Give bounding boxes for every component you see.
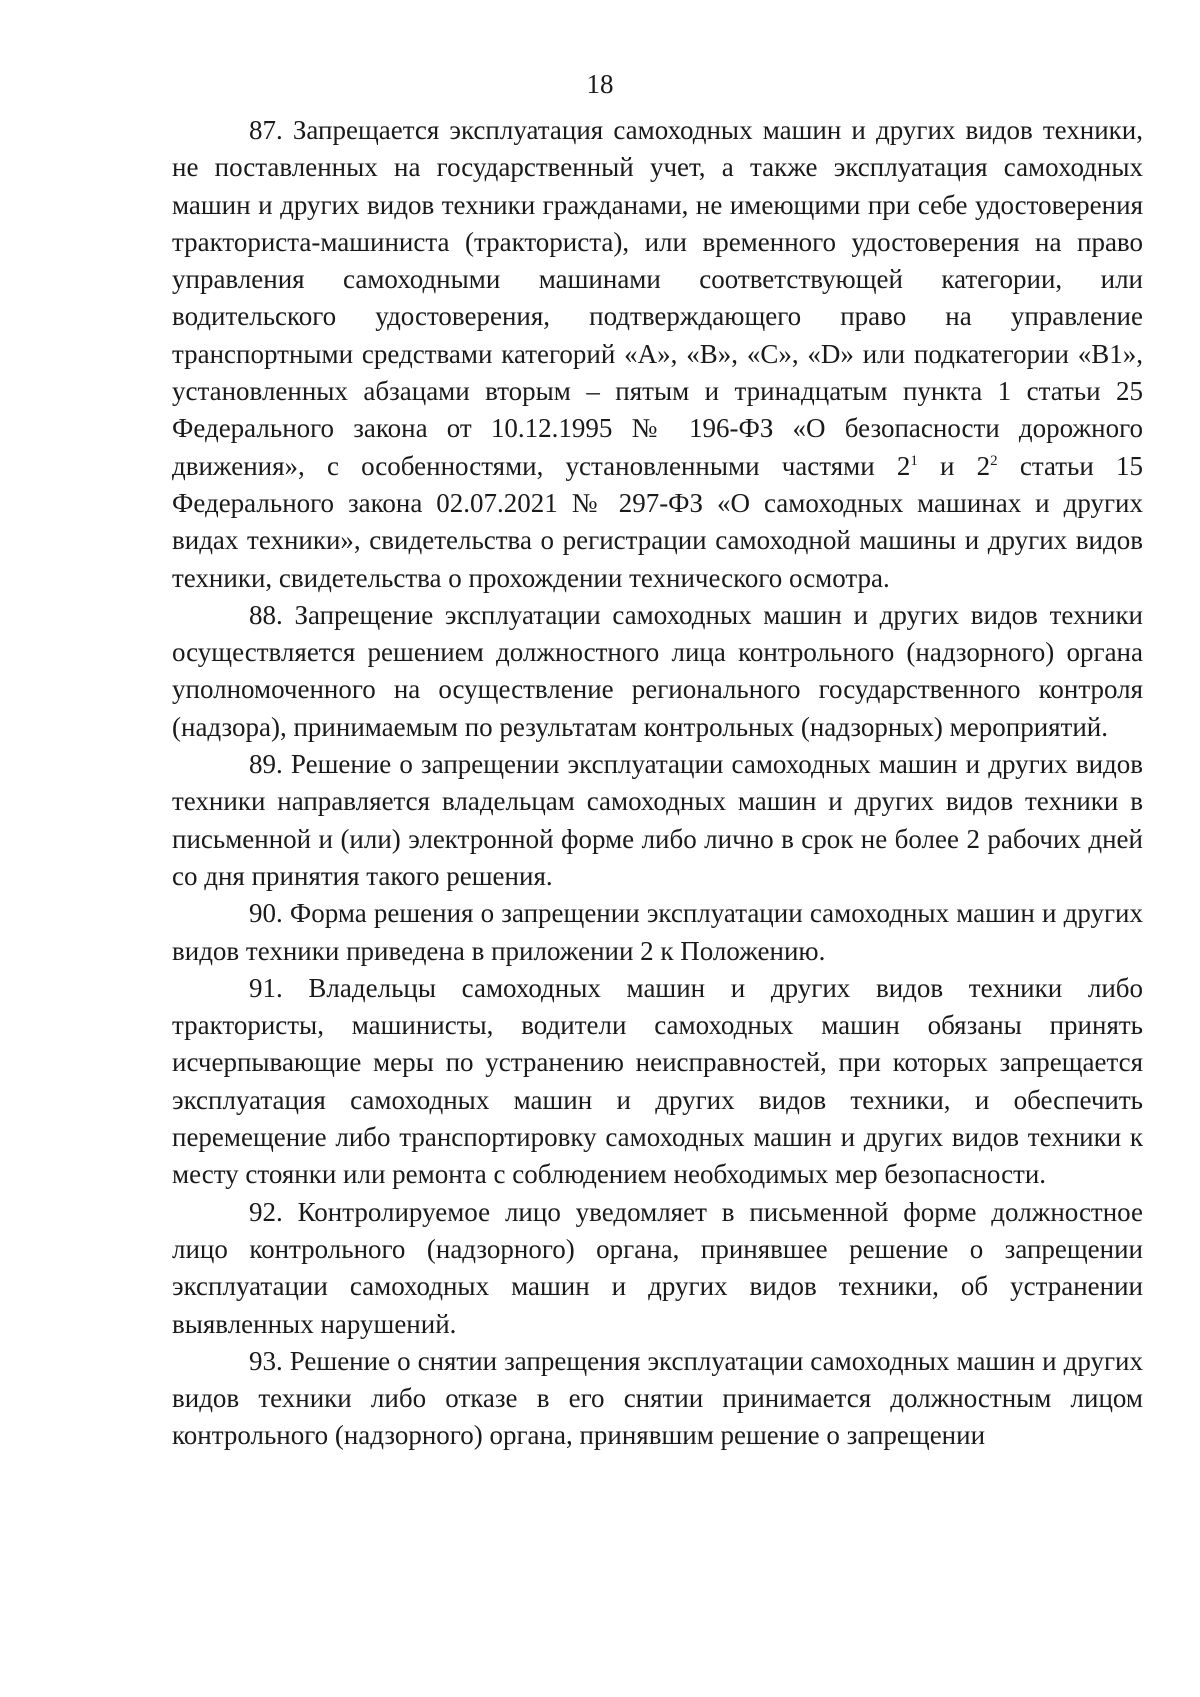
paragraph-text: Запрещается эксплуатация самоходных машин и других видов техники, не поставленных на государственный учет, а также эксплуатация самоходных машин и других видов техники гражданами, не имеющими при себе удостоверения тракториста-машиниста (тракториста), или временного удостоверения на право управления самоходными машинами соответствующей категории, или водительского удостоверения, подтверждающего право на управление транспортными средствами категорий «A», «B», «C», «D» или подкатегории «B1», установленных абзацами вторым – пятым и тринадцатым пункта 1 статьи 25 Федерального закона от 10.12.1995 № 196-ФЗ «О безопасности дорожного движения», с особенностями, установленными частями 2 — [172, 115, 1143, 481]
paragraph-88 — [172, 597, 1143, 746]
paragraph-90 — [172, 895, 1143, 970]
superscript: 1 — [910, 452, 918, 469]
paragraph-text: Форма решения о запрещении эксплуатации самоходных машин и других видов техники приведена в приложении 2 к Положению. — [172, 898, 1143, 966]
paragraph-text: Контролируемое лицо уведомляет в письменной форме должностное лицо контрольного (надзорного) органа, принявшее решение о запрещении эксплуатации самоходных машин и других видов техники, об устранении выявленных нарушений. — [172, 1196, 1143, 1339]
paragraph-93 — [172, 1343, 1143, 1455]
page-number: 18 — [586, 69, 614, 99]
superscript: 2 — [990, 452, 998, 469]
document-body — [172, 112, 1143, 1455]
paragraph-number: 93. — [249, 1345, 283, 1376]
paragraph-number: 87. — [249, 115, 283, 145]
paragraph-92 — [172, 1194, 1143, 1343]
paragraph-91 — [172, 970, 1143, 1194]
paragraph-87 — [172, 112, 1143, 597]
paragraph-text: Решение о запрещении эксплуатации самоходных машин и других видов техники направляется владельцам самоходных машин и других видов техники в письменной и (или) электронной форме либо лично в срок не более 2 рабочих дней со дня принятия такого решения. — [172, 749, 1144, 891]
paragraph-number: 88. — [249, 599, 283, 630]
paragraph-text: Запрещение эксплуатации самоходных машин и других видов техники осуществляется решением должностного лица контрольного (надзорного) органа уполномоченного на осуществление регионального государственного контроля (надзора), принимаемым по результатам контрольных (надзорных) мероприятий. — [172, 599, 1144, 742]
paragraph-text: Владельцы самоходных машин и других видов техники либо трактористы, машинисты, водители самоходных машин обязаны принять исчерпывающие меры по устранению неисправностей, при которых запрещается эксплуатация самоходных машин и других видов техники, и обеспечить перемещение либо транспортировку самоходных машин и других видов техники к месту стоянки или ремонта с соблюдением необходимых мер безопасности. — [172, 972, 1144, 1190]
paragraph-number: 92. — [249, 1196, 283, 1227]
paragraph-number: 91. — [249, 972, 283, 1003]
paragraph-number: 90. — [249, 898, 283, 929]
paragraph-text-mid: и 2 — [917, 450, 991, 481]
paragraph-89 — [172, 746, 1143, 895]
paragraph-text-tail: статьи 15 Федерального закона 02.07.2021 № 297-ФЗ «О самоходных машинах и других видах техники», свидетельства о регистрации самоходной машины и других видов техники, свидетельства о прохождении технического осмотра. — [172, 450, 1143, 593]
paragraph-number: 89. — [249, 749, 283, 780]
paragraph-text: Решение о снятии запрещения эксплуатации самоходных машин и других видов техники либо отказе в его снятии принимается должностным лицом контрольного (надзорного) органа, принявшим решение о запрещении — [172, 1345, 1143, 1451]
